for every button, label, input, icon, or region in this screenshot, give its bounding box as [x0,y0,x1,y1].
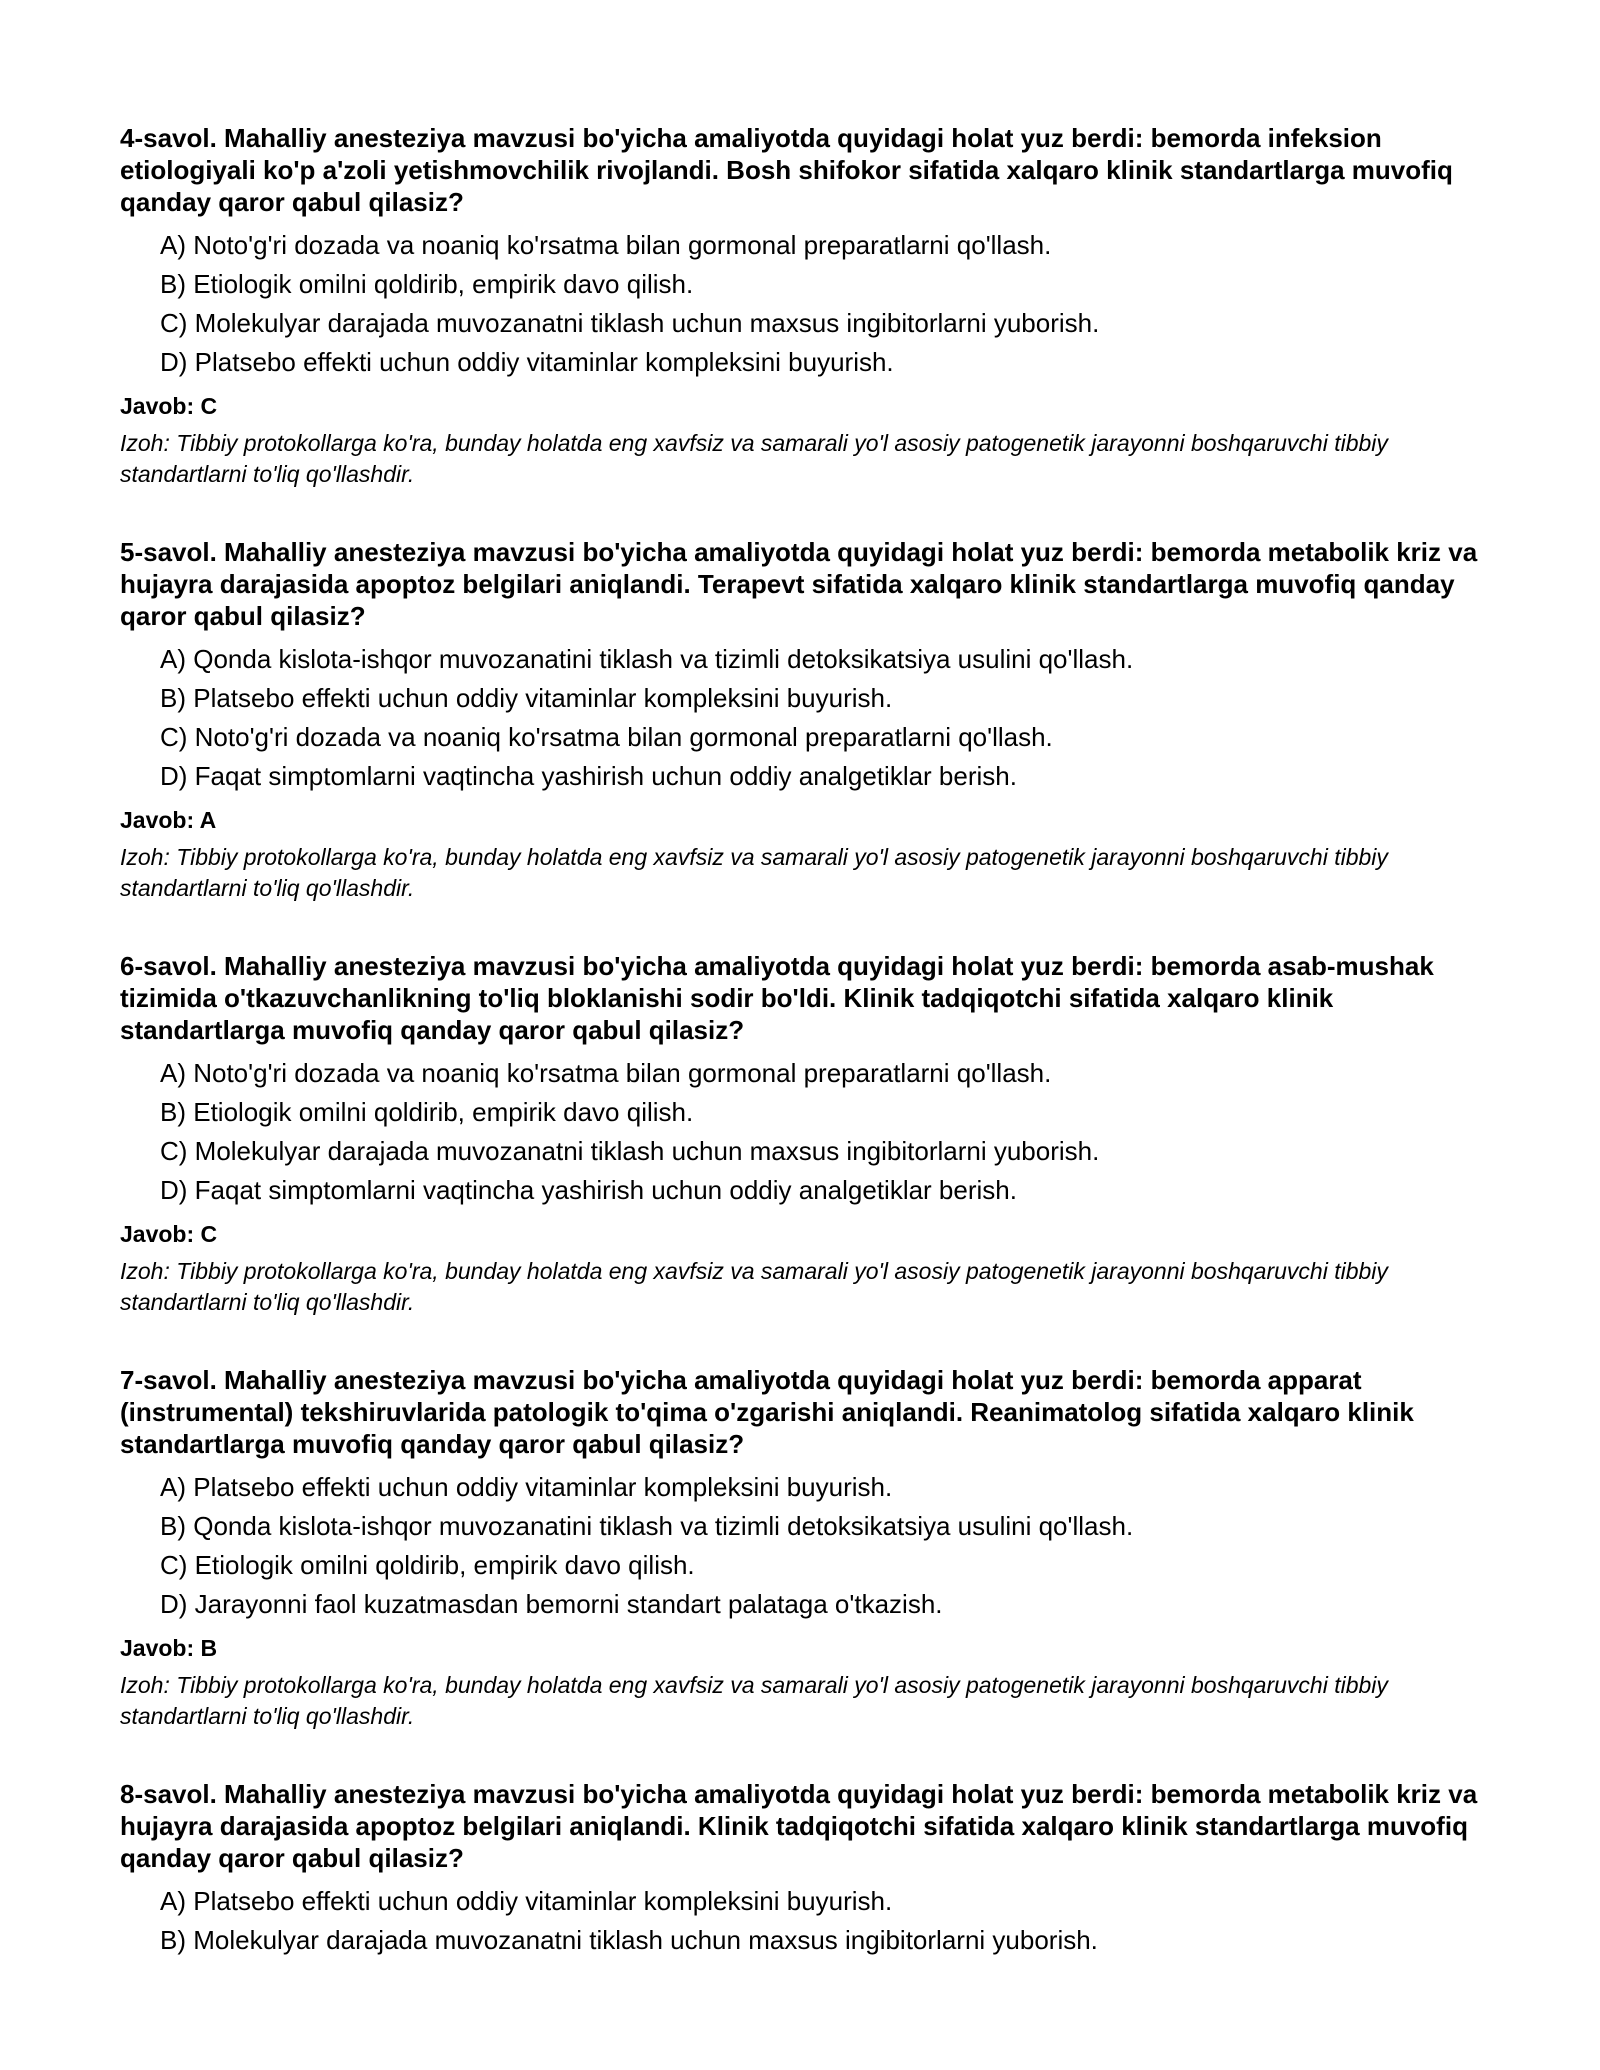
question-4 [120,122,1500,490]
option-c: C) Molekulyar darajada muvozanatni tiklash uchun maxsus ingibitorlarni yuborish. [160,1136,1100,1166]
question-7 [120,1364,1500,1732]
option-d: D) Faqat simptomlarni vaqtincha yashirish uchun oddiy analgetiklar berish. [160,761,1017,791]
explanation-note: Izoh: Tibbiy protokollarga ko'ra, bunday holatda eng xavfsiz va samarali yo'l asosiy patogenetik jarayonni boshqaruvchi tibbiy standartlarni to'liq qo'llashdir. [120,430,1388,487]
option-list [120,640,1500,796]
option-a: A) Platsebo effekti uchun oddiy vitaminlar kompleksini buyurish. [160,1886,893,1916]
explanation-note: Izoh: Tibbiy protokollarga ko'ra, bunday holatda eng xavfsiz va samarali yo'l asosiy patogenetik jarayonni boshqaruvchi tibbiy standartlarni to'liq qo'llashdir. [120,844,1388,901]
option-c: C) Noto'g'ri dozada va noaniq ko'rsatma bilan gormonal preparatlarni qo'llash. [160,722,1053,752]
document-page [120,122,1500,2006]
question-6 [120,950,1500,1318]
question-title: 5-savol. Mahalliy anesteziya mavzusi bo'yicha amaliyotda quyidagi holat yuz berdi: bemorda metabolik kriz va hujayra darajasida apoptoz belgilari aniqlandi. Terapevt sifatida xalqaro klinik standartlarga muvofiq qanday qaror qabul qilasiz? [120,537,1478,631]
question-title: 6-savol. Mahalliy anesteziya mavzusi bo'yicha amaliyotda quyidagi holat yuz berdi: bemorda asab-mushak tizimida o'tkazuvchanlikning to'liq bloklanishi sodir bo'ldi. Klinik tadqiqotchi sifatida xalqaro klinik standartlarga muvofiq qanday qaror qabul qilasiz? [120,951,1434,1045]
option-d: D) Jarayonni faol kuzatmasdan bemorni standart palataga o'tkazish. [160,1589,943,1619]
option-list [120,226,1500,382]
option-b: B) Etiologik omilni qoldirib, empirik davo qilish. [160,269,694,299]
explanation-note: Izoh: Tibbiy protokollarga ko'ra, bunday holatda eng xavfsiz va samarali yo'l asosiy patogenetik jarayonni boshqaruvchi tibbiy standartlarni to'liq qo'llashdir. [120,1672,1388,1729]
option-list [120,1054,1500,1210]
answer-label: Javob: A [120,807,217,833]
question-8 [120,1778,1500,1960]
question-5 [120,536,1500,904]
option-a: A) Qonda kislota-ishqor muvozanatini tiklash va tizimli detoksikatsiya usulini qo'llash. [160,644,1134,674]
option-a: A) Platsebo effekti uchun oddiy vitaminlar kompleksini buyurish. [160,1472,893,1502]
question-title: 7-savol. Mahalliy anesteziya mavzusi bo'yicha amaliyotda quyidagi holat yuz berdi: bemorda apparat (instrumental) tekshiruvlarida patologik to'qima o'zgarishi aniqlandi. Reanimatolog sifatida xalqaro klinik standartlarga muvofiq qanday qaror qabul qilasiz? [120,1365,1414,1459]
option-list [120,1882,1500,1960]
answer-label: Javob: B [120,1635,218,1661]
option-b: B) Qonda kislota-ishqor muvozanatini tiklash va tizimli detoksikatsiya usulini qo'llash. [160,1511,1134,1541]
option-c: C) Etiologik omilni qoldirib, empirik davo qilish. [160,1550,695,1580]
answer-label: Javob: C [120,1221,218,1247]
option-c: C) Molekulyar darajada muvozanatni tiklash uchun maxsus ingibitorlarni yuborish. [160,308,1100,338]
question-title: 8-savol. Mahalliy anesteziya mavzusi bo'yicha amaliyotda quyidagi holat yuz berdi: bemorda metabolik kriz va hujayra darajasida apoptoz belgilari aniqlandi. Klinik tadqiqotchi sifatida xalqaro klinik standartlarga muvofiq qanday qaror qabul qilasiz? [120,1779,1478,1873]
option-d: D) Platsebo effekti uchun oddiy vitaminlar kompleksini buyurish. [160,347,894,377]
option-b: B) Etiologik omilni qoldirib, empirik davo qilish. [160,1097,694,1127]
question-title: 4-savol. Mahalliy anesteziya mavzusi bo'yicha amaliyotda quyidagi holat yuz berdi: bemorda infeksion etiologiyali ko'p a'zoli yetishmovchilik rivojlandi. Bosh shifokor sifatida xalqaro klinik standartlarga muvofiq qanday qaror qabul qilasiz? [120,123,1453,217]
option-list [120,1468,1500,1624]
option-d: D) Faqat simptomlarni vaqtincha yashirish uchun oddiy analgetiklar berish. [160,1175,1017,1205]
option-a: A) Noto'g'ri dozada va noaniq ko'rsatma bilan gormonal preparatlarni qo'llash. [160,230,1052,260]
option-b: B) Platsebo effekti uchun oddiy vitaminlar kompleksini buyurish. [160,683,893,713]
option-b: B) Molekulyar darajada muvozanatni tiklash uchun maxsus ingibitorlarni yuborish. [160,1925,1098,1955]
option-a: A) Noto'g'ri dozada va noaniq ko'rsatma bilan gormonal preparatlarni qo'llash. [160,1058,1052,1088]
answer-label: Javob: C [120,393,218,419]
explanation-note: Izoh: Tibbiy protokollarga ko'ra, bunday holatda eng xavfsiz va samarali yo'l asosiy patogenetik jarayonni boshqaruvchi tibbiy standartlarni to'liq qo'llashdir. [120,1258,1388,1315]
